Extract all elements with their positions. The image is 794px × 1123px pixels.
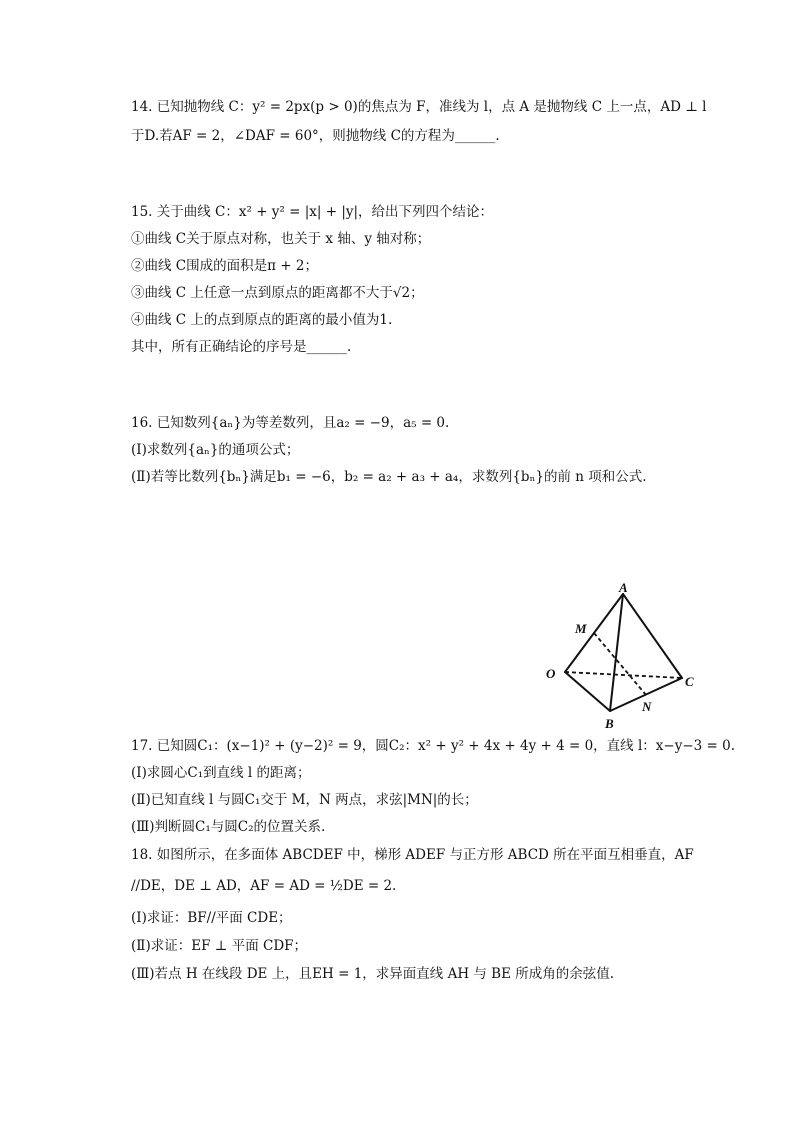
edge-OB: [565, 672, 610, 711]
label-C: C: [685, 674, 694, 689]
q14-line-2: 于D.若AF = 2，∠DAF = 60°，则抛物线 C的方程为______.: [131, 128, 500, 144]
q14-line-1: 14. 已知抛物线 C：y² = 2px(p > 0)的焦点为 F，准线为 l，点 A 是抛物线 C 上一点，AD ⊥ l: [131, 99, 707, 115]
q18-part-3: (Ⅲ)若点 H 在线段 DE 上，且EH = 1，求异面直线 AH 与 BE 所成角的余弦值.: [131, 966, 615, 982]
label-N: N: [642, 699, 652, 714]
label-O: O: [546, 666, 556, 681]
q15-line-1: 15. 关于曲线 C：x² + y² = |x| + |y|，给出下列四个结论：: [131, 204, 494, 220]
q15-statement-2: ②曲线 C围成的面积是π + 2；: [131, 258, 318, 274]
q17-part-1: (Ⅰ)求圆心C₁到直线 l 的距离；: [131, 765, 311, 781]
label-M: M: [575, 621, 587, 636]
q17-part-3: (Ⅲ)判断圆C₁与圆C₂的位置关系.: [131, 819, 326, 835]
q17-part-2: (Ⅱ)已知直线 l 与圆C₁交于 M，N 两点，求弦|MN|的长；: [131, 792, 478, 808]
q18-line-1: 18. 如图所示，在多面体 ABCDEF 中，梯形 ADEF 与正方形 ABCD 所在平面互相垂直，AF: [131, 847, 694, 863]
q15-statement-4: ④曲线 C 上的点到原点的距离的最小值为1.: [131, 312, 393, 328]
q16-part-2: (Ⅱ)若等比数列{bₙ}满足b₁ = −6，b₂ = a₂ + a₃ + a₄，求数列{bₙ}的前 n 项和公式.: [131, 469, 647, 485]
q18-line-2: //DE，DE ⊥ AD，AF = AD = ½DE = 2.: [131, 878, 397, 894]
q18-part-1: (Ⅰ)求证：BF//平面 CDE；: [131, 910, 292, 926]
q17-line-1: 17. 已知圆C₁：(x−1)² + (y−2)² = 9，圆C₂：x² + y² + 4x + 4y + 4 = 0，直线 l：x−y−3 = 0.: [131, 738, 736, 754]
segment-MN-hidden: [594, 633, 646, 695]
label-A: A: [619, 580, 628, 595]
q15-ask: 其中，所有正确结论的序号是______.: [131, 339, 352, 355]
edge-OC-hidden: [565, 672, 682, 678]
q18-part-2: (Ⅱ)求证：EF ⊥ 平面 CDF；: [131, 938, 308, 954]
q15-statement-1: ①曲线 C关于原点对称，也关于 x 轴、y 轴对称；: [131, 231, 431, 247]
q16-part-1: (Ⅰ)求数列{aₙ}的通项公式；: [131, 442, 300, 458]
edge-AC: [623, 594, 682, 678]
edge-AB: [610, 594, 623, 711]
edge-AO: [565, 594, 623, 672]
q16-line-1: 16. 已知数列{aₙ}为等差数列，且a₂ = −9，a₅ = 0.: [131, 415, 450, 431]
tetrahedron-figure: [530, 578, 710, 728]
q15-statement-3: ③曲线 C 上任意一点到原点的距离都不大于√2；: [131, 285, 424, 301]
label-B: B: [605, 716, 614, 728]
